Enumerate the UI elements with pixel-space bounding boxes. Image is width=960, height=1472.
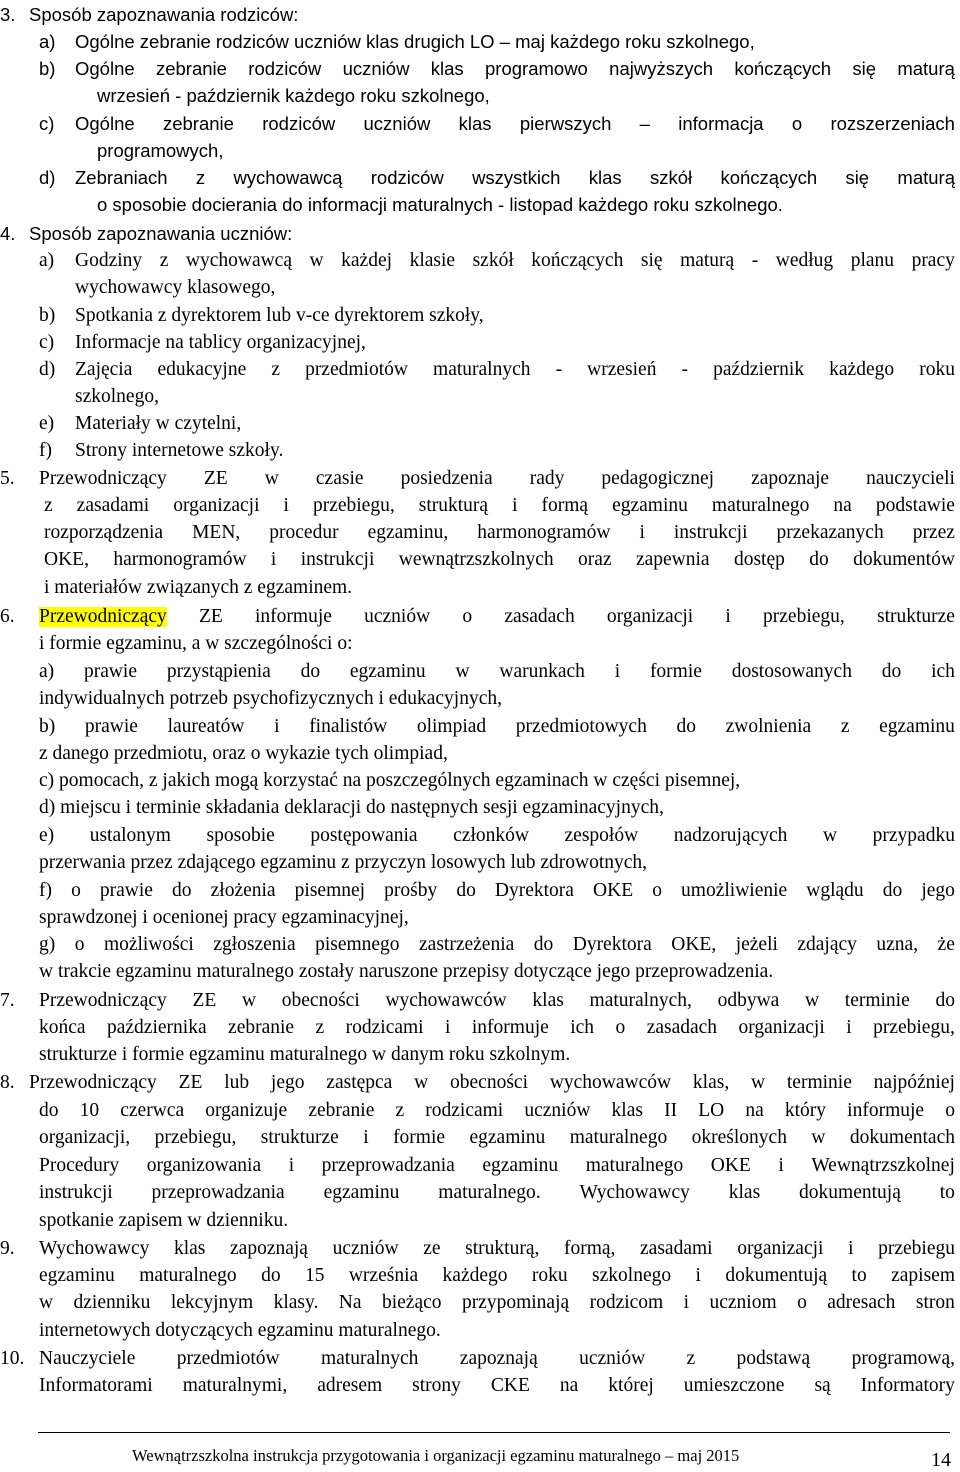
text-line: f) o prawie do złożenia pisemnej prośby do Dyrektora OKE o umożliwienie wglądu do jego <box>39 880 955 901</box>
list-number: a) <box>39 250 55 271</box>
text-line: Procedury organizowania i przeprowadzania egzaminu maturalnego OKE i Wewnątrzszkolnej <box>39 1155 955 1176</box>
footer-title: Wewnątrzszkolna instrukcja przygotowania i organizacji egzaminu maturalnego – maj 2015 <box>132 1446 740 1465</box>
text-line: Zajęcia edukacyjne z przedmiotów maturalnych - wrzesień - październik każdego roku <box>75 359 955 380</box>
text-line: b) prawie laureatów i finalistów olimpiad przedmiotowych do zwolnienia z egzaminu <box>39 716 955 737</box>
text-line: Przewodniczący ZE w obecności wychowawców klas maturalnych, odbywa w terminie do <box>39 990 955 1011</box>
text-line: Nauczyciele przedmiotów maturalnych zapoznają uczniów z podstawą programową, <box>39 1348 955 1369</box>
text-line: strukturze i formie egzaminu maturalnego w danym roku szkolnym. <box>39 1044 571 1065</box>
text-line: z zasadami organizacji i przebiegu, strukturą i formą egzaminu maturalnego na podstawie <box>44 495 955 516</box>
text-line: a) prawie przystąpienia do egzaminu w warunkach i formie dostosowanych do ich <box>39 661 955 682</box>
text-line: przerwania przez zdającego egzaminu z przyczyn losowych lub zdrowotnych, <box>39 852 648 873</box>
text-line: Strony internetowe szkoły. <box>75 440 284 461</box>
list-number: 7. <box>0 990 15 1011</box>
list-number: c) <box>39 113 55 134</box>
text-line: e) ustalonym sposobie postępowania członków zespołów nadzorujących w przypadku <box>39 825 955 846</box>
list-number: 3. <box>0 4 16 25</box>
page-number: 14 <box>931 1449 951 1471</box>
text-line: w dzienniku lekcyjnym klasy. Na bieżąco przypominają rodzicom i uczniom o adresach stron <box>39 1292 955 1313</box>
text-line: Ogólne zebranie rodziców uczniów klas programowo najwyższych kończących się maturą <box>75 58 955 79</box>
list-number: 5. <box>0 468 15 489</box>
text-line: Wychowawcy klas zapoznają uczniów ze strukturą, formą, zasadami organizacji i przebiegu <box>39 1238 955 1259</box>
text-line: Przewodniczący ZE lub jego zastępca w obecności wychowawców klas, w terminie najpóźniej <box>29 1072 955 1093</box>
text-line: instrukcji przeprowadzania egzaminu maturalnego. Wychowawcy klas dokumentują to <box>39 1182 955 1203</box>
text-line: do 10 czerwca organizuje zebranie z rodzicami uczniów klas II LO na który informuje o <box>39 1100 955 1121</box>
text-line: Przewodniczący ZE w czasie posiedzenia rady pedagogicznej zapoznaje nauczycieli <box>39 468 955 489</box>
text-line: Spotkania z dyrektorem lub v-ce dyrektorem szkoły, <box>75 305 484 326</box>
text-line: końca października zebranie z rodzicami i informuje ich o zasadach organizacji i przebiegu, <box>39 1017 955 1038</box>
list-number: a) <box>39 31 56 52</box>
text-line: d) miejscu i terminie składania deklaracji do następnych sesji egzaminacyjnych, <box>39 797 664 818</box>
text-line: Przewodniczący ZE informuje uczniów o zasadach organizacji i przebiegu, strukturze <box>39 606 955 627</box>
text-line: egzaminu maturalnego do 15 września każdego roku szkolnego i dokumentują to zapisem <box>39 1265 955 1286</box>
text-line: g) o możliwości zgłoszenia pisemnego zastrzeżenia do Dyrektora OKE, jeżeli zdający uzna, że <box>39 934 955 955</box>
text-line: Informatorami maturalnymi, adresem strony CKE na której umieszczone są Informatory <box>39 1375 955 1396</box>
list-number: d) <box>39 167 56 188</box>
footer-divider <box>38 1432 950 1433</box>
text-line: indywidualnych potrzeb psychofizycznych i edukacyjnych, <box>39 688 502 709</box>
text-line: spotkanie zapisem w dzienniku. <box>39 1210 289 1231</box>
text-line: szkolnego, <box>75 386 159 407</box>
text-line: internetowych dotyczących egzaminu maturalnego. <box>39 1320 441 1341</box>
text-line: OKE, harmonogramów i instrukcji wewnątrzszkolnych oraz zapewnia dostęp do dokumentów <box>44 549 955 570</box>
list-number: b) <box>39 58 56 79</box>
text-line: wychowawcy klasowego, <box>75 277 276 298</box>
highlighted-word: Przewodniczący <box>39 606 167 627</box>
list-number: 6. <box>0 606 15 627</box>
text-line: i formie egzaminu, a w szczególności o: <box>39 633 353 654</box>
list-number: 8. <box>0 1072 15 1093</box>
text-line: Ogólne zebranie rodziców uczniów klas pierwszych – informacja o rozszerzeniach <box>75 113 955 134</box>
list-number: c) <box>39 332 55 353</box>
text-line: z danego przedmiotu, oraz o wykazie tych olimpiad, <box>39 743 448 764</box>
list-number: f) <box>39 440 52 461</box>
text-line: Sposób zapoznawania rodziców: <box>29 4 299 25</box>
text-line: wrzesień - październik każdego roku szkolnego, <box>97 85 490 106</box>
text-line: c) pomocach, z jakich mogą korzystać na poszczególnych egzaminach w części pisemnej, <box>39 770 741 791</box>
text-line: Zebraniach z wychowawcą rodziców wszystkich klas szkół kończących się maturą <box>75 167 955 188</box>
text-line: Informacje na tablicy organizacyjnej, <box>75 332 366 353</box>
text-line: rozporządzenia MEN, procedur egzaminu, harmonogramów i instrukcji przekazanych przez <box>44 522 955 543</box>
list-number: d) <box>39 359 56 380</box>
text-line: Ogólne zebranie rodziców uczniów klas drugich LO – maj każdego roku szkolnego, <box>75 31 755 52</box>
list-number: b) <box>39 305 56 326</box>
text-line: o sposobie docierania do informacji maturalnych - listopad każdego roku szkolnego. <box>97 194 783 215</box>
text-line: sprawdzonej i ocenionej pracy egzaminacyjnej, <box>39 907 409 928</box>
list-number: 10. <box>0 1348 25 1369</box>
text-line: Sposób zapoznawania uczniów: <box>29 223 293 244</box>
text-line: Godziny z wychowawcą w każdej klasie szkół kończących się maturą - według planu pracy <box>75 250 955 271</box>
text-line: i materiałów związanych z egzaminem. <box>44 577 353 598</box>
text-line: Materiały w czytelni, <box>75 413 242 434</box>
text-line: w trakcie egzaminu maturalnego zostały naruszone przepisy dotyczące jego przeprowadzenia. <box>39 961 774 982</box>
list-number: 9. <box>0 1238 15 1259</box>
list-number: e) <box>39 413 55 434</box>
text-line: organizacji, przebiegu, strukturze i formie egzaminu maturalnego określonych w dokumentach <box>39 1127 955 1148</box>
list-number: 4. <box>0 223 16 244</box>
text-line: programowych, <box>97 140 224 161</box>
